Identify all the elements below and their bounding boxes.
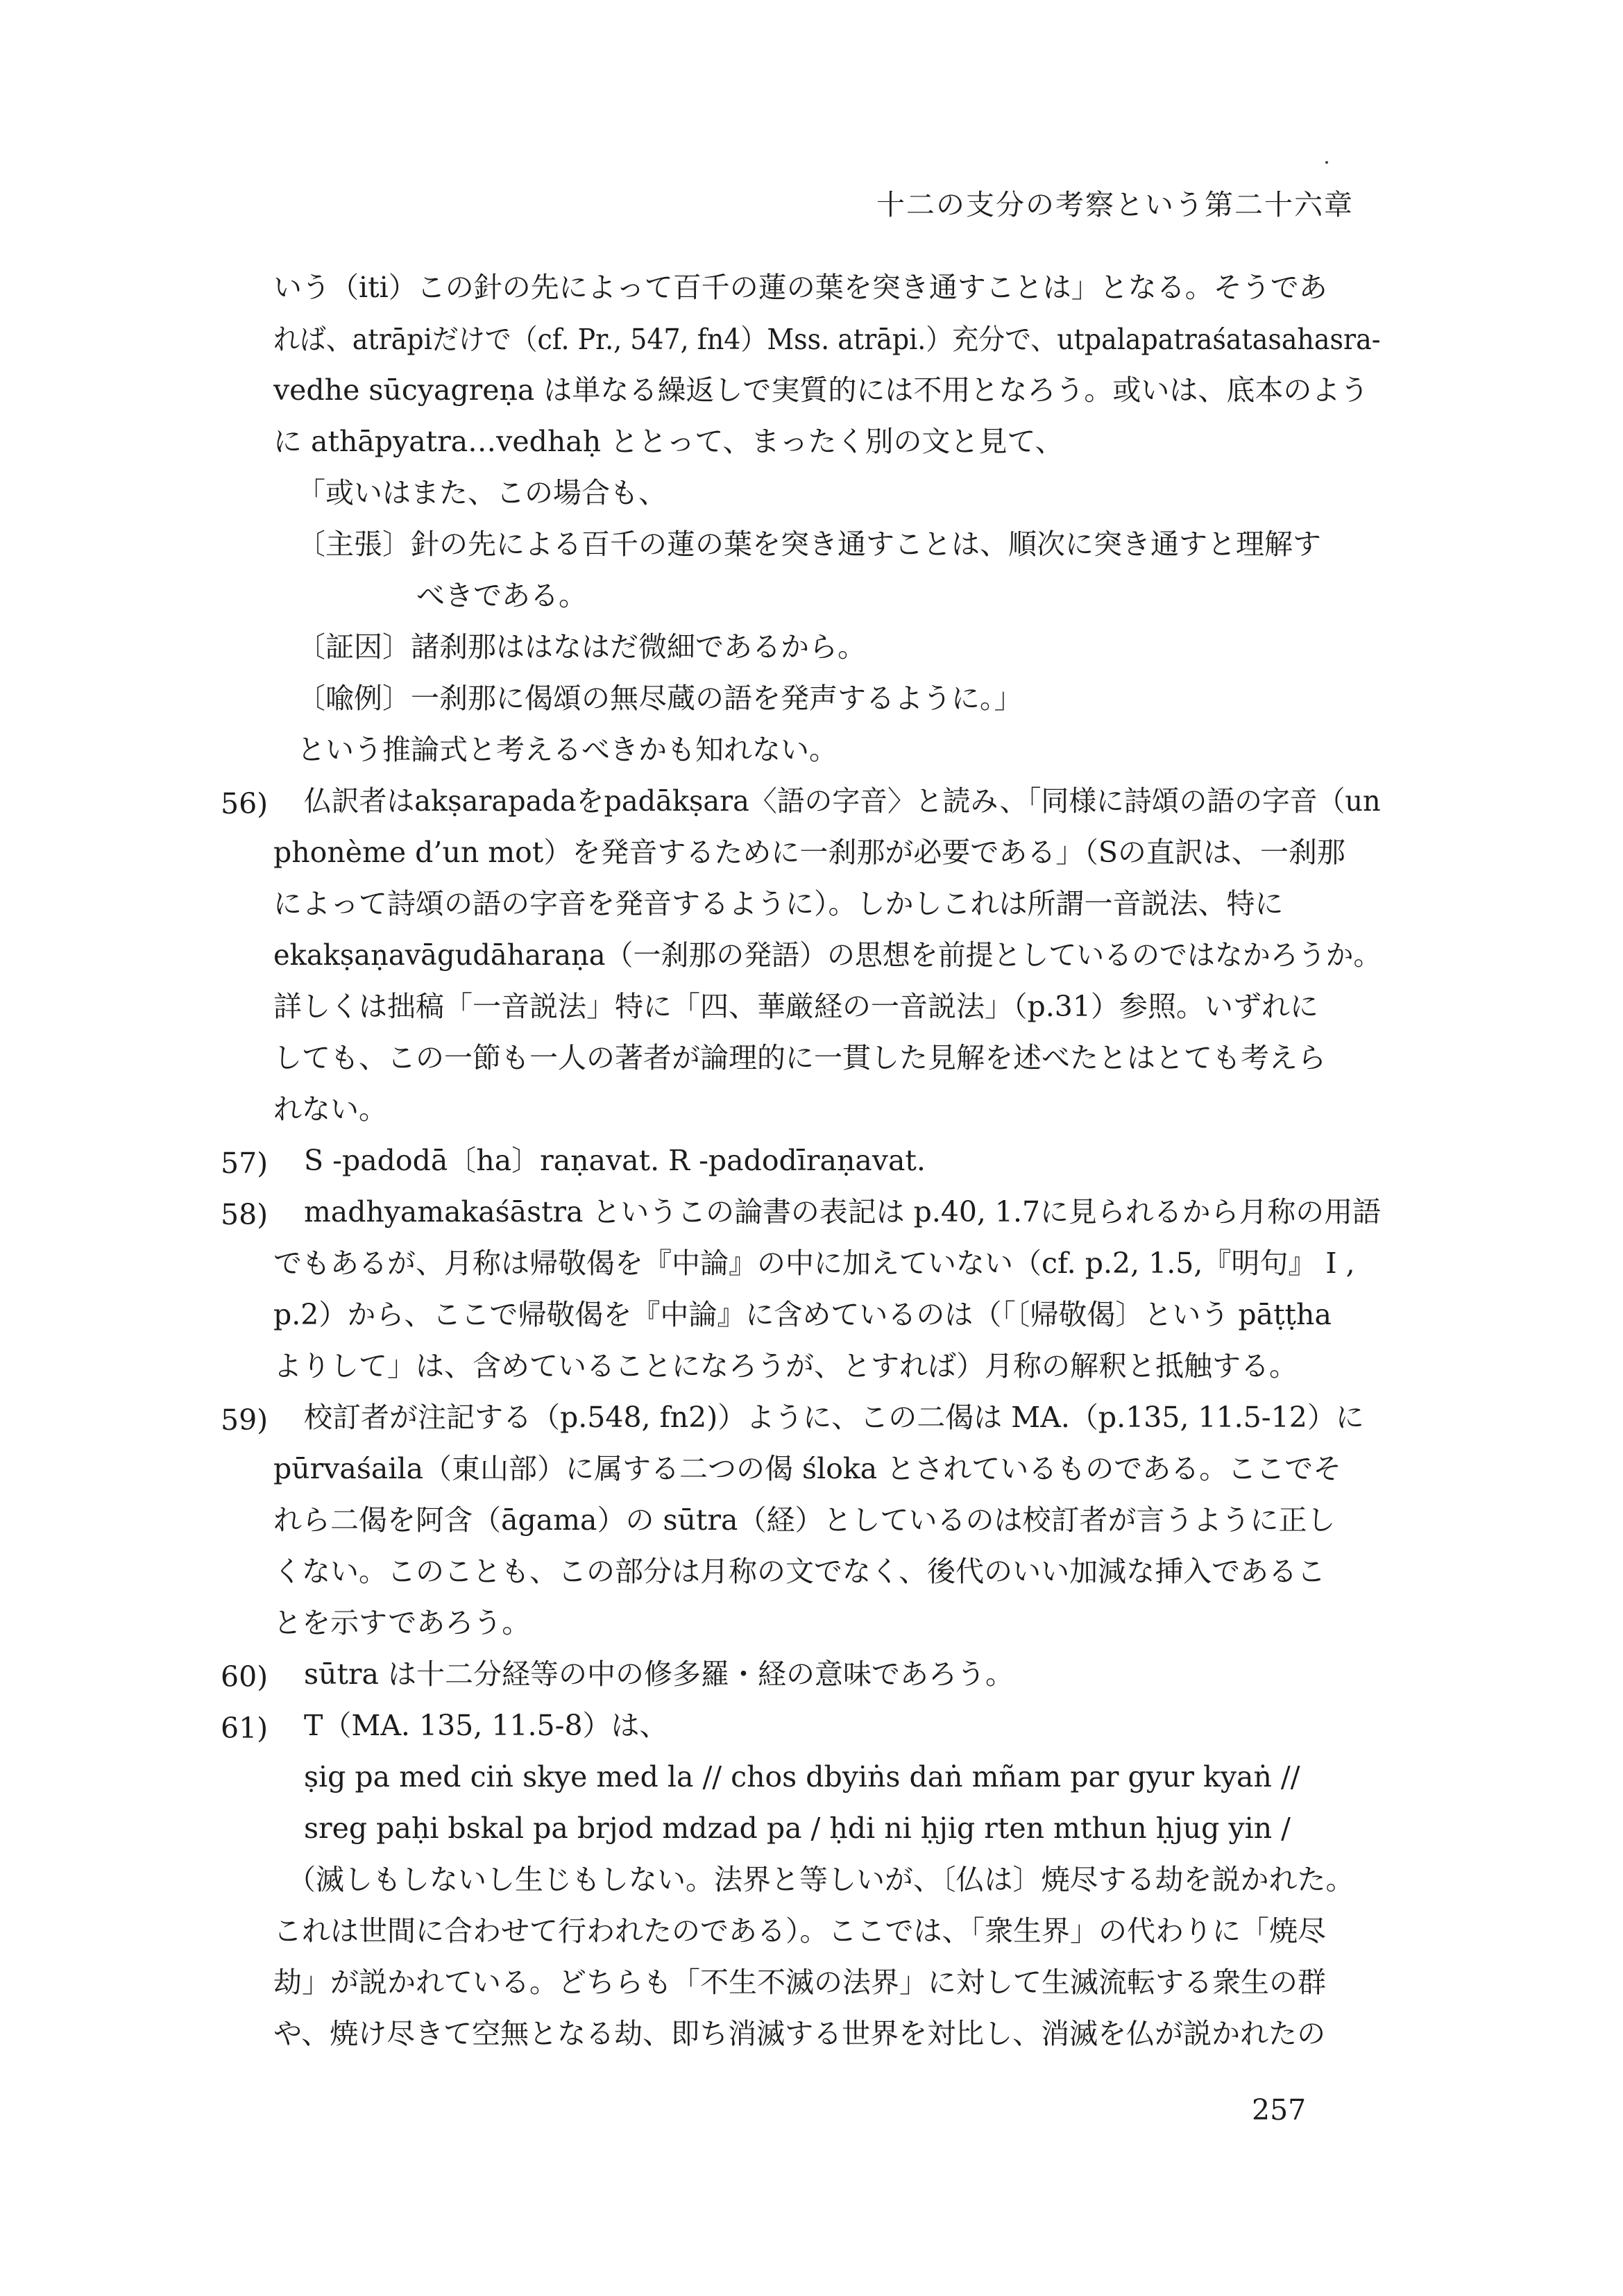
body-line: べきである。 bbox=[416, 579, 587, 612]
footnote-line: でもあるが、月称は帰敬偈を『中論』の中に加えていない（cf. p.2, 1.5,『明句』 I , bbox=[273, 1247, 1355, 1280]
body-line: 「或いはまた、この場合も、 bbox=[297, 476, 667, 509]
body-line: 〔主張〕針の先による百千の蓮の葉を突き通すことは、順次に突き通すと理解す bbox=[297, 527, 1321, 561]
running-head: 十二の支分の考察という第二十六章 bbox=[876, 188, 1354, 221]
footnote-line: p.2）から、ここで帰敬偈を『中論』に含めているのは（「〔帰敬偈〕という pāṭṭha bbox=[273, 1298, 1332, 1331]
footnote-number: 61) bbox=[221, 1712, 269, 1745]
footnote-line: 校訂者が注記する（p.548, fn2)）ように、この二偈は MA.（p.135, 11.5-12）に bbox=[304, 1401, 1364, 1434]
footnote-line: れら二偈を阿含（āgama）の sūtra（経）としているのは校訂者が言うように正し bbox=[273, 1503, 1336, 1537]
footnote-line: れない。 bbox=[273, 1092, 387, 1126]
body-line: という推論式と考えるべきかも知れない。 bbox=[297, 733, 838, 766]
footnote-line: とを示すであろう。 bbox=[273, 1606, 531, 1639]
footnote-line: 仏訳者はakṣarapadaをpadākṣara〈語の字音〉と読み、「同様に詩頌の語の字音（un bbox=[304, 784, 1381, 818]
body-line: 〔証因〕諸刹那ははなはだ微細であるから。 bbox=[297, 630, 866, 664]
footnote-line: sreg paḥi bskal pa brjod mdzad pa / ḥdi ni ḥjig rten mthun ḥjug yin / bbox=[304, 1812, 1291, 1845]
footnote-line: pūrvaśaila（東山部）に属する二つの偈 śloka とされているものである。ここでそ bbox=[273, 1452, 1342, 1485]
footnote-line: madhyamakaśāstra というこの論書の表記は p.40, 1.7に見られるから月称の用語 bbox=[304, 1195, 1382, 1229]
body-line: vedhe sūcyagreṇa は単なる繰返しで実質的には不用となろう。或いは、底本のよう bbox=[273, 373, 1369, 407]
footnote-line: や、焼け尽きて空無となる劫、即ち消滅する世界を対比し、消滅を仏が説かれたの bbox=[273, 2017, 1326, 2050]
footnote-line: ekakṣaṇavāgudāharaṇa（一刹那の発語）の思想を前提としているのではなかろうか。 bbox=[273, 938, 1382, 972]
footnote-line: くない。このことも、この部分は月称の文でなく、後代のいい加減な挿入であるこ bbox=[273, 1555, 1326, 1588]
body-line: 〔喩例〕一刹那に偈頌の無尽蔵の語を発声するように。」 bbox=[297, 682, 1023, 715]
footnote-number: 58) bbox=[221, 1198, 269, 1231]
page-number: 257 bbox=[1252, 2093, 1307, 2127]
footnote-line: phonème d’un mot）を発音するために一刹那が必要である」（Sの直訳は、一刹那 bbox=[273, 836, 1345, 869]
footnote-line: S -padodā〔ha〕raṇavat. R -padodīraṇavat. bbox=[304, 1144, 926, 1177]
body-line: れば、atrāpiだけで（cf. Pr., 547, fn4）Mss. atrāpi.）充分で、utpalapatraśatasahasra- bbox=[273, 323, 1381, 356]
footnote-line: ṣig pa med ciṅ skye med la // chos dbyiṅs daṅ mñam par gyur kyaṅ // bbox=[304, 1760, 1300, 1793]
footnote-line: によって詩頌の語の字音を発音するように）。しかしこれは所謂一音説法、特に bbox=[273, 887, 1284, 920]
footnote-line: しても、この一節も一人の著者が論理的に一貫した見解を述べたとはとても考えら bbox=[273, 1041, 1326, 1074]
footnote-line: 劫」が説かれている。どちらも「不生不滅の法界」に対して生滅流転する衆生の群 bbox=[273, 1966, 1326, 1999]
footnote-number: 59) bbox=[221, 1403, 269, 1437]
footnote-line: sūtra は十二分経等の中の修多羅・経の意味であろう。 bbox=[304, 1657, 1014, 1691]
footnote-number: 60) bbox=[221, 1660, 269, 1694]
footnote-line: 詳しくは拙稿「一音説法」特に「四、華厳経の一音説法」（p.31）参照。いずれに bbox=[273, 990, 1318, 1023]
footnote-line: よりして」は、含めていることになろうが、とすれば）月称の解釈と抵触する。 bbox=[273, 1349, 1298, 1383]
body-line: に athāpyatra…vedhaḥ ととって、まったく別の文と見て、 bbox=[273, 425, 1064, 458]
footnote-number: 57) bbox=[221, 1147, 269, 1180]
stray-mark bbox=[1325, 161, 1328, 164]
footnote-line: （滅しもしないし生じもしない。法界と等しいが、〔仏は〕焼尽する劫を説かれた。 bbox=[287, 1863, 1354, 1896]
body-line: いう（iti）この針の先によって百千の蓮の葉を突き通すことは」となる。そうであ bbox=[273, 271, 1327, 304]
footnote-line: T（MA. 135, 11.5-8）は、 bbox=[304, 1709, 668, 1742]
footnote-line: これは世間に合わせて行われたのである）。ここでは、「衆生界」の代わりに「焼尽 bbox=[273, 1914, 1326, 1948]
footnote-number: 56) bbox=[221, 787, 269, 820]
